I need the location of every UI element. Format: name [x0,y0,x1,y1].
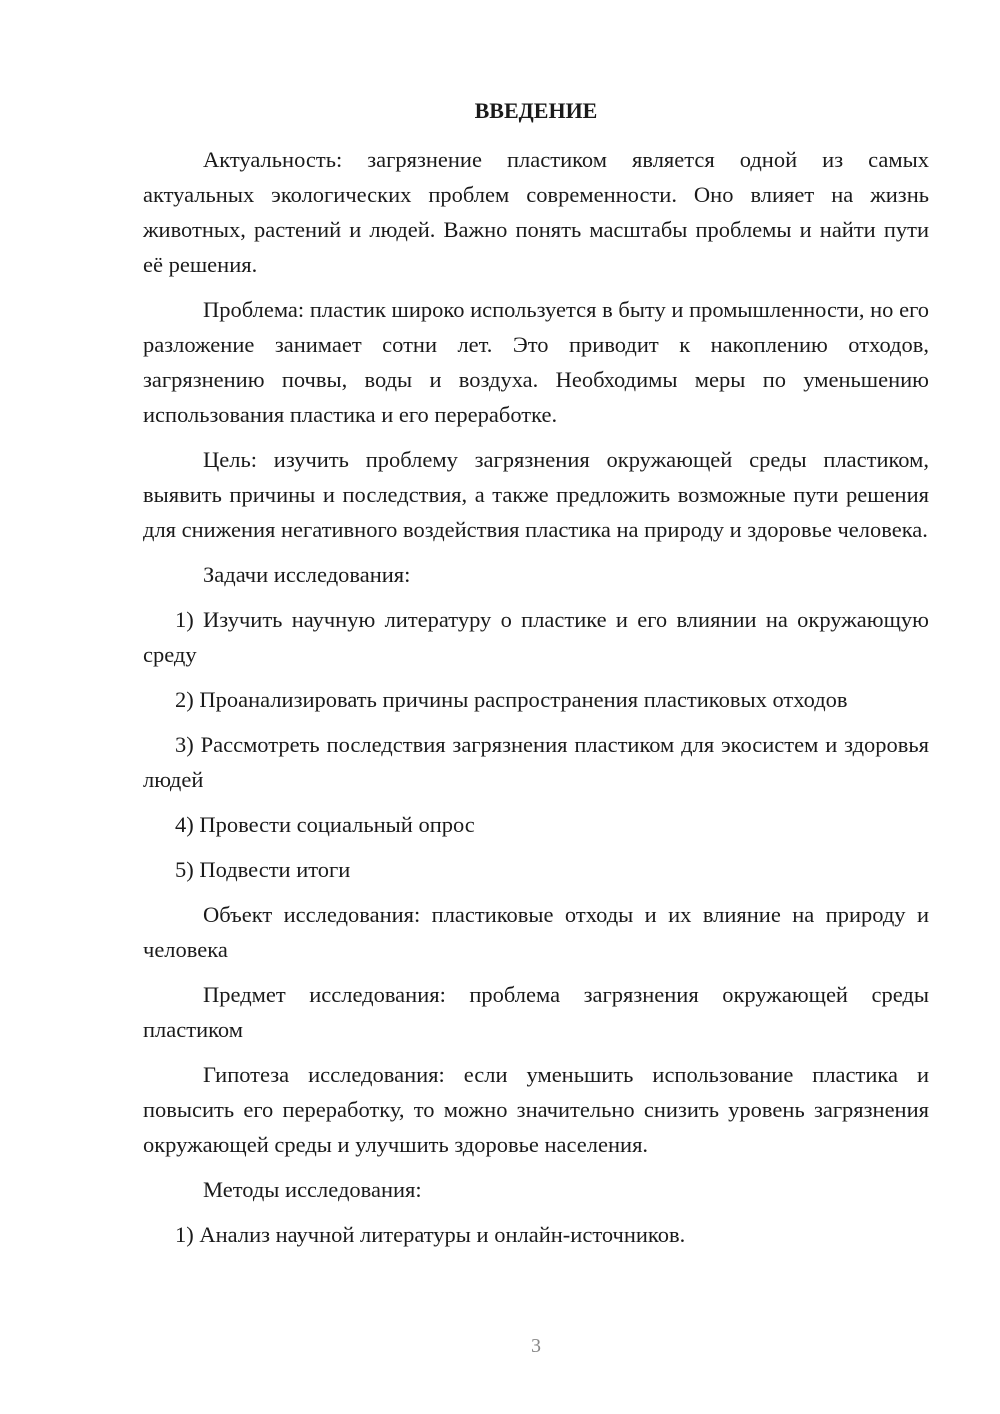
task-item: 2) Проанализировать причины распространения пластиковых отходов [175,687,848,712]
problem-paragraph: Проблема: пластик широко используется в быту и промышленности, но его разложение занимает сотни лет. Это приводит к накоплению отходов, загрязнению почвы, воды и воздуха. Необходимы меры по уменьшению использования пластика и его переработке. [143,297,929,427]
task-item: 5) Подвести итоги [175,857,351,882]
task-item: 1) Изучить научную литературу о пластике и его влиянии на окружающую среду [143,607,929,667]
task-item: 3) Рассмотреть последствия загрязнения пластиком для экосистем и здоровья людей [143,732,929,792]
task-item: 4) Провести социальный опрос [175,812,475,837]
research-object-paragraph: Объект исследования: пластиковые отходы и их влияние на природу и человека [143,902,929,962]
tasks-heading: Задачи исследования: [203,562,411,587]
section-title: ВВЕДЕНИЕ [474,98,598,123]
method-item: 1) Анализ научной литературы и онлайн-источников. [175,1222,686,1247]
document-page [143,94,929,1262]
page-number: 3 [531,1335,541,1357]
methods-heading: Методы исследования: [203,1177,422,1202]
research-subject-paragraph: Предмет исследования: проблема загрязнения окружающей среды пластиком [143,982,929,1042]
goal-paragraph: Цель: изучить проблему загрязнения окружающей среды пластиком, выявить причины и последствия, а также предложить возможные пути решения для снижения негативного воздействия пластика на природу и здоровье человека. [143,447,929,542]
hypothesis-paragraph: Гипотеза исследования: если уменьшить использование пластика и повысить его переработку, то можно значительно снизить уровень загрязнения окружающей среды и улучшить здоровье населения. [143,1062,929,1157]
relevance-paragraph: Актуальность: загрязнение пластиком является одной из самых актуальных экологических проблем современности. Оно влияет на жизнь животных, растений и людей. Важно понять масштабы проблемы и найти пути её решения. [143,147,929,277]
